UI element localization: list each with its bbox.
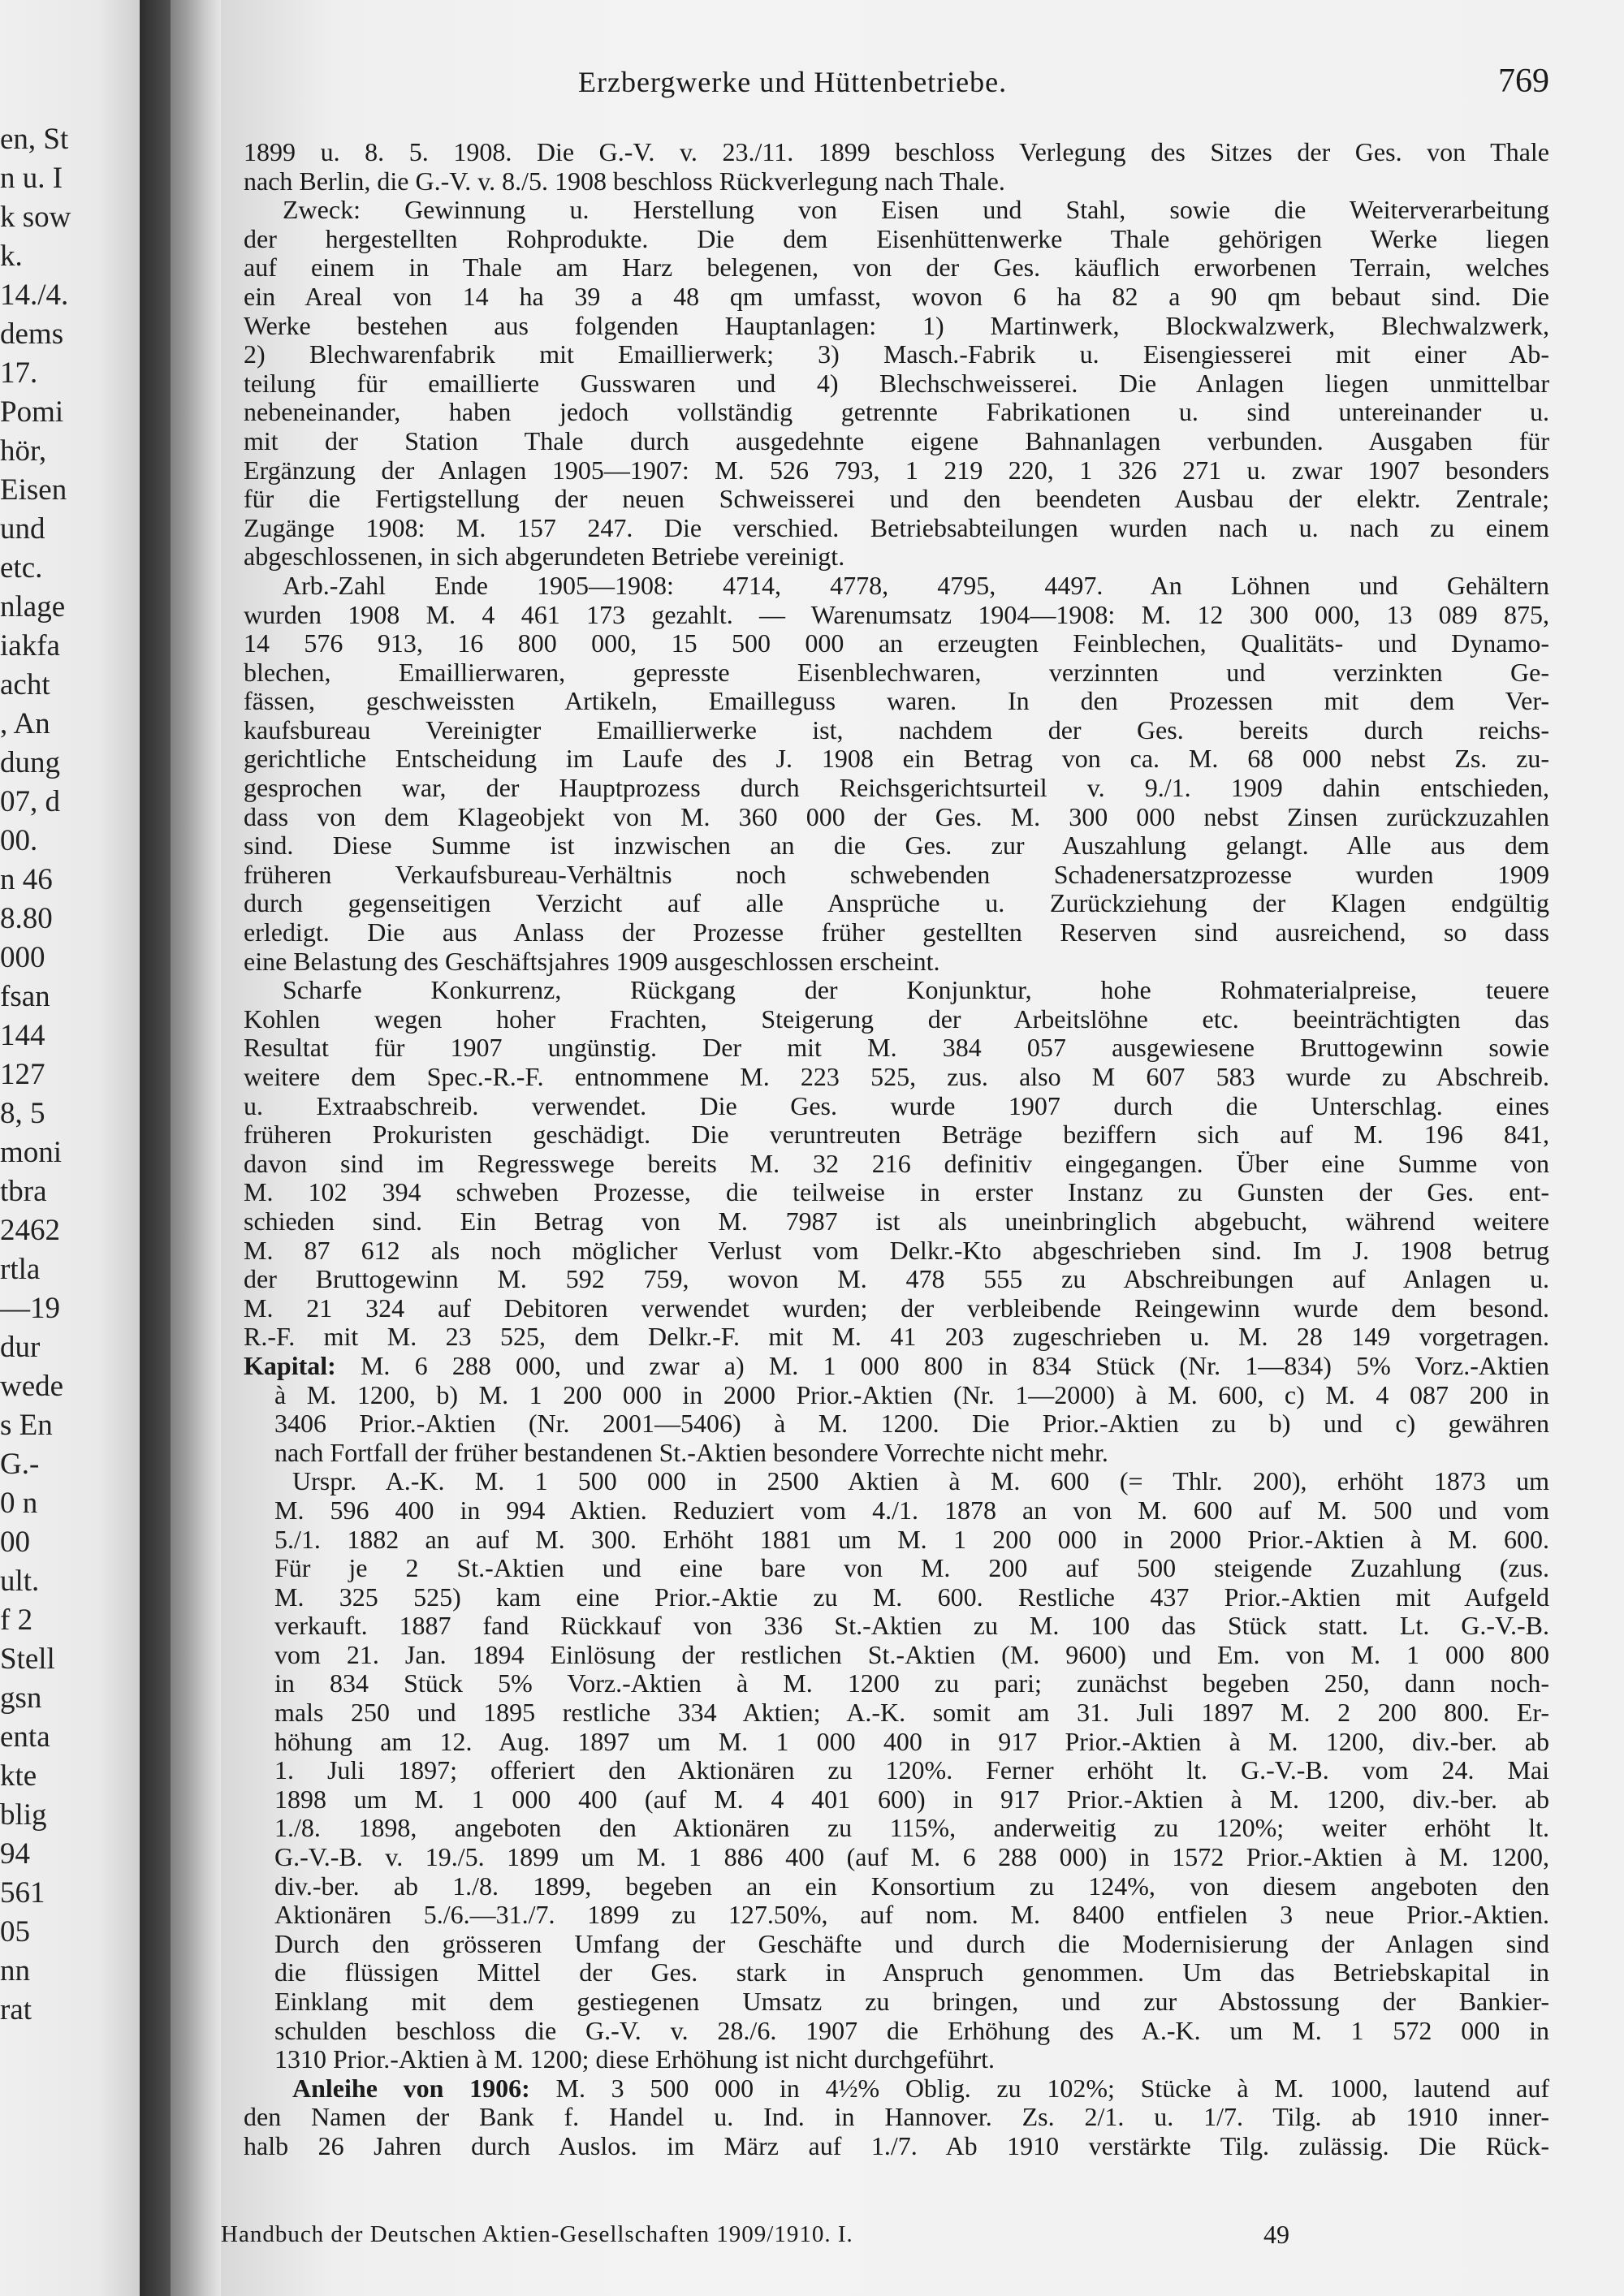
left-page-fragment: ult. xyxy=(0,1564,40,1598)
text-line: Resultat für 1907 ungünstig. Der mit M. 384 057 ausgewiesene Bruttogewinn sowie xyxy=(244,1033,1549,1063)
left-page-fragment: nn xyxy=(0,1954,30,1987)
left-page-fragment: wede xyxy=(0,1370,64,1403)
text-line: 1898 um M. 1 000 400 (auf M. 4 401 600) in 917 Prior.-Aktien à M. 1200, div.-ber. ab xyxy=(274,1784,1549,1814)
left-page-fragment: Pomi xyxy=(0,395,64,429)
text-line: durch gegenseitigen Verzicht auf alle Ansprüche u. Zurückziehung der Klagen endgültig xyxy=(244,888,1549,918)
text-line: Scharfe Konkurrenz, Rückgang der Konjunktur, hohe Rohmaterialpreise, teuere xyxy=(283,975,1549,1005)
text-line: à M. 1200, b) M. 1 200 000 in 2000 Prior.-Aktien (Nr. 1—2000) à M. 600, c) M. 4 087 200 in xyxy=(274,1379,1549,1409)
text-line: M. 325 525) kam eine Prior.-Aktie zu M. 600. Restliche 437 Prior.-Aktien mit Aufgeld xyxy=(274,1582,1549,1612)
left-page-fragment: 94 xyxy=(0,1837,30,1871)
text-line: blechen, Emaillierwaren, gepresste Eisenblechwaren, verzinnten und verzinkten Ge- xyxy=(244,657,1549,687)
left-page-fragment: s En xyxy=(0,1409,53,1442)
text-line: die flüssigen Mittel der Ges. stark in Anspruch genommen. Um das Betriebskapital in xyxy=(274,1957,1549,1987)
left-page-fragment: f 2 xyxy=(0,1603,33,1637)
left-page-fragment: 00. xyxy=(0,824,38,857)
left-page-fragment: 000 xyxy=(0,941,45,974)
left-page-fragment: G.- xyxy=(0,1448,40,1481)
text-line: höhung am 12. Aug. 1897 um M. 1 000 400 in 917 Prior.-Aktien à M. 1200, div.-ber. ab xyxy=(274,1726,1549,1756)
left-page-fragment: k sow xyxy=(0,201,71,234)
section-heading: Anleihe von 1906: xyxy=(292,2073,530,2103)
text-line: sind. Diese Summe ist inzwischen an die Ges. zur Auszahlung gelangt. Alle aus dem xyxy=(244,831,1549,861)
left-page-fragment: 127 xyxy=(0,1058,45,1091)
text-line: 5./1. 1882 an auf M. 300. Erhöht 1881 um M. 1 200 000 in 2000 Prior.-Aktien à M. 600. xyxy=(274,1524,1549,1554)
left-page-fragment: 17. xyxy=(0,356,38,390)
text-line: Ergänzung der Anlagen 1905—1907: M. 526 793, 1 219 220, 1 326 271 u. zwar 1907 besonders xyxy=(244,455,1549,485)
left-page-fragment: Eisen xyxy=(0,473,67,507)
text-line: 1310 Prior.-Aktien à M. 1200; diese Erhöhung ist nicht durchgeführt. xyxy=(274,2044,995,2074)
left-page-fragment: nlage xyxy=(0,590,66,624)
text-line: gesprochen war, der Hauptprozess durch Reichsgerichtsurteil v. 9./1. 1909 dahin entschieden, xyxy=(244,773,1549,803)
left-page-fragment: 14./4. xyxy=(0,278,69,312)
left-page-fragment: 144 xyxy=(0,1019,45,1052)
text-line: schulden beschloss die G.-V. v. 28./6. 1907 die Erhöhung des A.-K. um M. 1 572 000 in xyxy=(274,2015,1549,2045)
text-line: Urspr. A.-K. M. 1 500 000 in 2500 Aktien à M. 600 (= Thlr. 200), erhöht 1873 um xyxy=(292,1466,1549,1496)
text-line: der Bruttogewinn M. 592 759, wovon M. 478 555 zu Abschreibungen auf Anlagen u. xyxy=(244,1264,1549,1294)
running-header xyxy=(221,65,1624,106)
page-number: 769 xyxy=(1498,63,1549,100)
text-line: ein Areal von 14 ha 39 a 48 qm umfasst, wovon 6 ha 82 a 90 qm bebaut sind. Die xyxy=(244,281,1549,311)
text-line: M. 596 400 in 994 Aktien. Reduziert vom 4./1. 1878 an von M. 600 auf M. 500 und vom xyxy=(274,1495,1549,1525)
text-line: verkauft. 1887 fand Rückkauf von 336 St.-Aktien zu M. 100 das Stück statt. Lt. G.-V.-B. xyxy=(274,1611,1549,1641)
text-line: div.-ber. ab 1./8. 1899, begeben an ein Konsortium zu 124%, von diesem angeboten den xyxy=(274,1871,1549,1901)
body-text xyxy=(244,138,1549,2161)
left-page-fragment: dur xyxy=(0,1331,41,1364)
text-line: teilung für emaillierte Gusswaren und 4) Blechschweisserei. Die Anlagen liegen unmittelbar xyxy=(244,368,1549,398)
text-line: erledigt. Die aus Anlass der Prozesse früher gestellten Reserven sind ausreichend, so dass xyxy=(244,917,1549,947)
text-line: früheren Prokuristen geschädigt. Die veruntreuten Beträge beziffern sich auf M. 196 841, xyxy=(244,1120,1549,1150)
text-line: früheren Verkaufsbureau-Verhältnis noch schwebenden Schadenersatzprozesse wurden 1909 xyxy=(244,859,1549,889)
text-line: R.-F. mit M. 23 525, dem Delkr.-F. mit M. 41 203 zugeschrieben u. M. 28 149 vorgetragen. xyxy=(244,1322,1549,1352)
text-line: 1. Juli 1897; offeriert den Aktionären zu 120%. Ferner erhöht lt. G.-V.-B. vom 24. Mai xyxy=(274,1755,1549,1785)
left-page-fragment: rtla xyxy=(0,1253,41,1286)
text-line: Kohlen wegen hoher Frachten, Steigerung der Arbeitslöhne etc. beeinträchtigten das xyxy=(244,1003,1549,1034)
text-line: mals 250 und 1895 restliche 334 Aktien; A.-K. somit am 31. Juli 1897 M. 2 200 800. Er- xyxy=(274,1698,1549,1728)
left-page-fragment: dems xyxy=(0,317,64,351)
text-line: 3406 Prior.-Aktien (Nr. 2001—5406) à M. 1200. Die Prior.-Aktien zu b) und c) gewähren xyxy=(274,1409,1549,1439)
left-page-fragment: blig xyxy=(0,1798,47,1832)
left-page-fragment: etc. xyxy=(0,551,43,585)
text-line: Einklang mit dem gestiegenen Umsatz zu bringen, und zur Abstossung der Bankier- xyxy=(274,1987,1549,2016)
text-line: 14 576 913, 16 800 000, 15 500 000 an erzeugten Feinblechen, Qualitäts- und Dynamo- xyxy=(244,628,1549,658)
left-page-fragment: hör, xyxy=(0,434,47,468)
text-line: fässen, geschweissten Artikeln, Emailleguss waren. In den Prozessen mit dem Ver- xyxy=(244,686,1549,716)
text-line: nach Berlin, die G.-V. v. 8./5. 1908 beschloss Rückverlegung nach Thale. xyxy=(244,166,1005,196)
left-page-fragment: , An xyxy=(0,707,50,740)
text-line: Aktionären 5./6.—31./7. 1899 zu 127.50%, auf nom. M. 8400 entfielen 3 neue Prior.-Aktien. xyxy=(274,1900,1549,1930)
left-page-fragment: en, St xyxy=(0,123,69,156)
text-line: halb 26 Jahren durch Auslos. im März auf 1./7. Ab 1910 verstärkte Tilg. zulässig. Die Rück- xyxy=(244,2130,1549,2160)
left-page-fragment: rat xyxy=(0,1993,32,2026)
left-page-fragment: und xyxy=(0,512,45,546)
page-footer xyxy=(221,2221,1624,2262)
sheet-number: 49 xyxy=(1263,2220,1289,2249)
left-page-fragment: 561 xyxy=(0,1876,45,1910)
text-line: M. 21 324 auf Debitoren verwendet wurden; der verbleibende Reingewinn wurde dem besond. xyxy=(244,1293,1549,1323)
text-line: Zugänge 1908: M. 157 247. Die verschied. Betriebsabteilungen wurden nach u. nach zu einem xyxy=(244,512,1549,542)
text-line: in 834 Stück 5% Vorz.-Aktien à M. 1200 zu pari; zunächst begeben 250, dann noch- xyxy=(274,1668,1549,1698)
left-page-fragment: 0 n xyxy=(0,1487,38,1520)
section-heading: Kapital: xyxy=(244,1350,336,1380)
left-page-fragment: acht xyxy=(0,668,50,701)
text-line: den Namen der Bank f. Handel u. Ind. in Hannover. Zs. 2/1. u. 1/7. Tilg. ab 1910 inner- xyxy=(244,2102,1549,2132)
text-line: schieden sind. Ein Betrag von M. 7987 ist als uneinbringlich abgebucht, während weitere xyxy=(244,1206,1549,1236)
text-line: Arb.-Zahl Ende 1905—1908: 4714, 4778, 4795, 4497. An Löhnen und Gehältern xyxy=(283,570,1549,600)
text-line: davon sind im Regresswege bereits M. 32 216 definitiv eingegangen. Über eine Summe von xyxy=(244,1148,1549,1178)
text-line: Für je 2 St.-Aktien und eine bare von M. 200 auf 500 steigende Zuzahlung (zus. xyxy=(274,1553,1549,1583)
text-line: nebeneinander, haben jedoch vollständig getrennte Fabrikationen u. sind untereinander u. xyxy=(244,397,1549,427)
text-line: mit der Station Thale durch ausgedehnte eigene Bahnanlagen verbunden. Ausgaben für xyxy=(244,425,1549,455)
left-page-fragment: 07, d xyxy=(0,785,60,818)
text-line: Kapital: M. 6 288 000, und zwar a) M. 1 000 800 in 834 Stück (Nr. 1—834) 5% Vorz.-Aktien xyxy=(244,1350,1549,1380)
text-line: G.-V.-B. v. 19./5. 1899 um M. 1 886 400 (auf M. 6 288 000) in 1572 Prior.-Aktien à M. 1200, xyxy=(274,1842,1549,1872)
left-page-fragment: Stell xyxy=(0,1642,55,1676)
text-line: 2) Blechwarenfabrik mit Emaillierwerk; 3) Masch.-Fabrik u. Eisengiesserei mit einer Ab- xyxy=(244,339,1549,369)
text-line: u. Extraabschreib. verwendet. Die Ges. wurde 1907 durch die Unterschlag. eines xyxy=(244,1090,1549,1120)
book-gutter xyxy=(140,0,221,2296)
text-line: der hergestellten Rohprodukte. Die dem Eisenhüttenwerke Thale gehörigen Werke liegen xyxy=(244,223,1549,253)
text-line: Durch den grösseren Umfang der Geschäfte und durch die Modernisierung der Anlagen sind xyxy=(274,1928,1549,1958)
text-line: M. 87 612 als noch möglicher Verlust vom Delkr.-Kto abgeschrieben sind. Im J. 1908 betrug xyxy=(244,1235,1549,1265)
text-line: vom 21. Jan. 1894 Einlösung der restlichen St.-Aktien (M. 9600) und Em. von M. 1 000 800 xyxy=(274,1639,1549,1669)
left-page-fragment: iakfa xyxy=(0,629,60,662)
left-page-fragment: tbra xyxy=(0,1175,47,1208)
left-page-fragment: —19 xyxy=(0,1292,60,1325)
left-page-fragment: k. xyxy=(0,240,23,273)
left-page-fragment: moni xyxy=(0,1136,63,1169)
left-page-fragment: n u. I xyxy=(0,162,63,195)
text-line: weitere dem Spec.-R.-F. entnommene M. 223 525, zus. also M 607 583 wurde zu Abschreib. xyxy=(244,1062,1549,1091)
left-page-fragment: gsn xyxy=(0,1681,42,1715)
main-page xyxy=(221,0,1624,2296)
text-line: 1899 u. 8. 5. 1908. Die G.-V. v. 23./11. 1899 beschloss Verlegung des Sitzes der Ges. von Thale xyxy=(244,137,1549,166)
left-page-fragment: n 46 xyxy=(0,863,53,896)
left-page-fragment: dung xyxy=(0,746,60,779)
footer-title: Handbuch der Deutschen Aktien-Gesellschaften 1909/1910. I. xyxy=(221,2221,853,2247)
left-page-fragment: 8.80 xyxy=(0,902,53,935)
text-line: M. 102 394 schweben Prozesse, die teilweise in erster Instanz zu Gunsten der Ges. ent- xyxy=(244,1177,1549,1207)
text-line: eine Belastung des Geschäftsjahres 1909 ausgeschlossen erscheint. xyxy=(244,946,940,976)
left-page-fragment: 00 xyxy=(0,1526,30,1559)
left-page-fragment: 05 xyxy=(0,1915,30,1949)
text-line: abgeschlossenen, in sich abgerundeten Betriebe vereinigt. xyxy=(244,542,845,572)
text-line: Anleihe von 1906: M. 3 500 000 in 4½% Oblig. zu 102%; Stücke à M. 1000, lautend auf xyxy=(292,2073,1549,2103)
text-line: Werke bestehen aus folgenden Hauptanlagen: 1) Martinwerk, Blockwalzwerk, Blechwalzwerk, xyxy=(244,310,1549,340)
left-page-fragment: 2462 xyxy=(0,1214,60,1247)
left-page-fragment: fsan xyxy=(0,980,50,1013)
text-line: wurden 1908 M. 4 461 173 gezahlt. — Warenumsatz 1904—1908: M. 12 300 000, 13 089 875, xyxy=(244,599,1549,629)
text-line: auf einem in Thale am Harz belegenen, von der Ges. käuflich erworbenen Terrain, welches xyxy=(244,252,1549,283)
left-page-fragment: kte xyxy=(0,1759,37,1793)
text-line: Zweck: Gewinnung u. Herstellung von Eisen und Stahl, sowie die Weiterverarbeitung xyxy=(283,195,1549,225)
text-line: nach Fortfall der früher bestandenen St.-Aktien besondere Vorrechte nicht mehr. xyxy=(274,1437,1108,1467)
text-line: kaufsbureau Vereinigter Emaillierwerke ist, nachdem der Ges. bereits durch reichs- xyxy=(244,714,1549,744)
text-line: 1./8. 1898, angeboten den Aktionären zu 115%, anderweitig zu 120%; weiter erhöht lt. xyxy=(274,1813,1549,1843)
left-page-fragment: enta xyxy=(0,1720,50,1754)
header-title: Erzbergwerke und Hüttenbetriebe. xyxy=(578,66,1008,98)
left-page-fragment: 8, 5 xyxy=(0,1097,45,1130)
left-facing-page xyxy=(0,0,140,2296)
text-line: für die Fertigstellung der neuen Schweisserei und den beendeten Ausbau der elektr. Zentrale; xyxy=(244,484,1549,514)
text-line: gerichtliche Entscheidung im Laufe des J. 1908 ein Betrag von ca. M. 68 000 nebst Zs. zu- xyxy=(244,744,1549,774)
text-line: dass von dem Klageobjekt von M. 360 000 der Ges. M. 300 000 nebst Zinsen zurückzuzahlen xyxy=(244,801,1549,831)
